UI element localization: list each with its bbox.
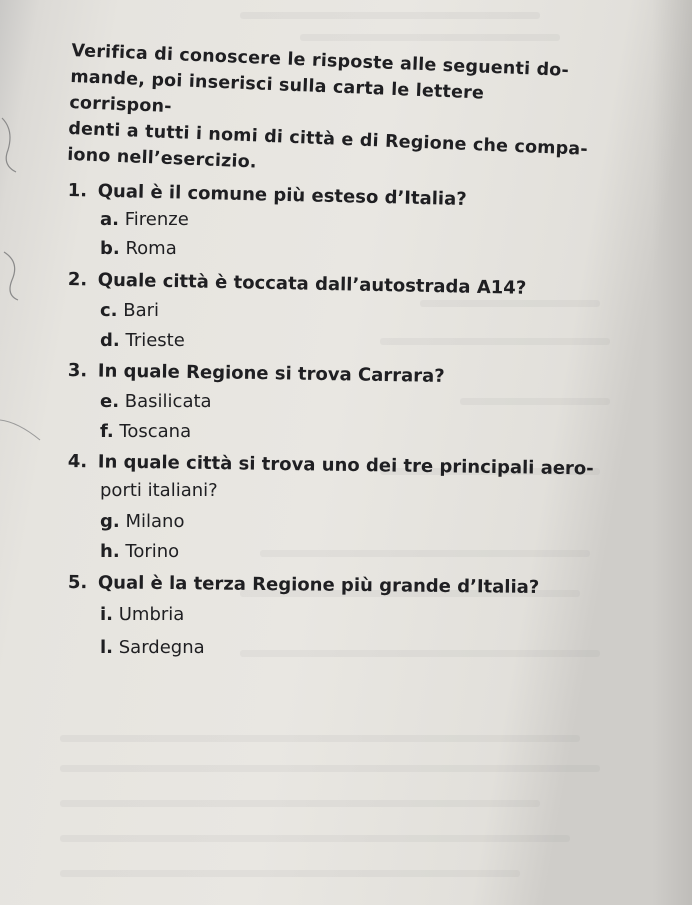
option-text: Sardegna: [118, 637, 205, 658]
question-5: [68, 572, 628, 599]
option-text: Roma: [125, 238, 177, 259]
question-number: 2.: [67, 269, 88, 291]
option-text: Bari: [123, 300, 160, 321]
option-letter: g.: [100, 511, 120, 532]
question-text: In quale Regione si trova Carrara?: [97, 360, 445, 387]
option-g: [100, 511, 628, 532]
question-number: 1.: [67, 180, 88, 202]
option-letter: b.: [100, 238, 120, 259]
option-text: Firenze: [124, 209, 189, 230]
option-text: Torino: [125, 541, 180, 562]
option-letter: a.: [100, 209, 119, 230]
option-a: [100, 209, 628, 230]
question-number: 4.: [67, 451, 88, 473]
option-letter: h.: [100, 541, 120, 562]
option-c: [100, 300, 628, 321]
option-text: Basilicata: [124, 391, 212, 412]
question-text: In quale città si trova uno dei tre principali aero-: [97, 451, 594, 480]
question-number: 3.: [67, 360, 88, 382]
question-text: Qual è la terza Regione più grande d’Italia?: [97, 572, 540, 598]
option-letter: e.: [100, 391, 120, 412]
option-letter: i.: [100, 604, 114, 625]
question-3: [68, 360, 628, 390]
option-f: [100, 421, 628, 442]
question-number: 5.: [67, 572, 88, 594]
question-4-continuation: porti italiani?: [100, 480, 218, 501]
option-letter: c.: [100, 300, 118, 321]
instructions-paragraph: Verifica di conoscere le risposte alle seguenti do- mande, poi inserisci sulla carta le lettere corrispon- denti a tutti i nomi di città e di Regione che compa- iono nell’esercizio.: [66, 40, 589, 173]
question-4: [68, 451, 628, 480]
option-e: [100, 391, 628, 412]
option-text: Trieste: [125, 330, 185, 351]
option-text: Milano: [125, 511, 185, 532]
option-letter: f.: [100, 421, 114, 442]
question-list: [68, 180, 628, 658]
page-edge-shadow: [652, 0, 692, 905]
option-text: Toscana: [119, 421, 192, 442]
question-2: [68, 269, 628, 301]
question-text: Quale città è toccata dall’autostrada A14?: [97, 269, 527, 299]
option-letter: l.: [100, 637, 114, 658]
option-l: [100, 637, 628, 658]
option-text: Umbria: [118, 604, 185, 625]
option-b: [100, 238, 628, 259]
option-d: [100, 330, 628, 351]
option-h: [100, 541, 628, 562]
option-i: [100, 604, 628, 625]
option-letter: d.: [100, 330, 120, 351]
question-text: Qual è il comune più esteso d’Italia?: [97, 180, 467, 211]
